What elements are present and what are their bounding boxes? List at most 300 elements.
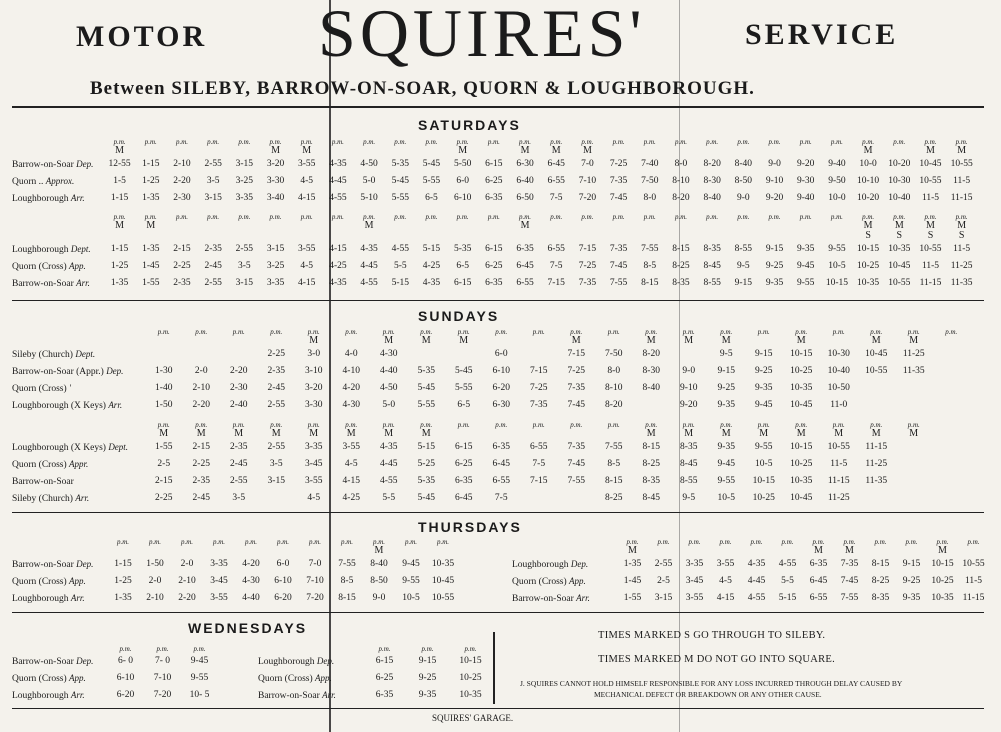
time-cell: 7-55 — [609, 278, 628, 288]
time-cell: 4-5 — [344, 459, 358, 469]
time-cell: 3-20 — [266, 159, 285, 169]
pm-label: p.m. — [720, 421, 733, 429]
mark-spacer — [512, 546, 617, 556]
time-cell: 6-0 — [276, 559, 290, 569]
pm-label: p.m. — [382, 421, 395, 429]
pm-label: p.m. — [682, 421, 695, 429]
time-cell: 4-35 — [329, 278, 347, 288]
time-cell: 9-55 — [717, 476, 735, 486]
pm-label: p.m. — [645, 421, 658, 429]
time-cell: 8-55 — [703, 278, 721, 288]
pm-label: p.m. — [113, 138, 126, 146]
route-mark: M — [520, 145, 530, 156]
route-mark: M — [271, 145, 280, 156]
stop-direction: Dep. — [76, 159, 94, 169]
stop-direction: Arr. — [70, 593, 85, 603]
time-cell: 3-35 — [305, 442, 323, 452]
time-cell: 1-5 — [113, 176, 126, 186]
pm-label: p.m. — [862, 138, 875, 146]
time-cell: 8-25 — [871, 576, 890, 586]
time-cell: 10-55 — [919, 244, 942, 254]
time-cell: 7-25 — [609, 159, 628, 169]
time-cell: 9-50 — [828, 176, 846, 186]
time-cell: 3-15 — [235, 159, 254, 169]
time-cell: 3-5 — [269, 459, 283, 469]
stop-direction: App. — [569, 576, 586, 586]
time-cell: 5-35 — [453, 244, 472, 254]
pm-label: p.m. — [420, 328, 433, 336]
time-cell: 5-0 — [362, 176, 376, 186]
pm-label: p.m. — [581, 213, 594, 221]
header-service: SERVICE — [745, 18, 899, 51]
pm-label: p.m. — [757, 328, 770, 336]
time-cell: 1-35 — [142, 193, 160, 203]
time-cell: 10-40 — [827, 366, 850, 376]
time-cell: 10-45 — [919, 159, 942, 169]
time-cell: 2-55 — [267, 442, 285, 452]
stop-label — [12, 439, 145, 456]
route-mark: M — [459, 335, 469, 346]
pm-label: p.m. — [612, 213, 625, 221]
pm-label: p.m. — [495, 421, 508, 429]
route-mark: M — [721, 335, 731, 346]
pm-label: p.m. — [737, 138, 750, 146]
time-cell: 2-40 — [230, 400, 248, 410]
pm-label: p.m. — [307, 328, 320, 336]
stop-label — [512, 573, 617, 590]
time-cell: 7-35 — [578, 278, 597, 288]
time-cell: 2-55 — [267, 400, 285, 410]
pm-label: p.m. — [843, 538, 856, 546]
time-cell: 4-25 — [422, 261, 441, 271]
route-mark — [229, 221, 260, 241]
time-cell: 4-55 — [360, 278, 378, 288]
pm-label: p.m. — [645, 328, 658, 336]
time-cell: 1-15 — [114, 559, 132, 569]
route-mark: M — [234, 428, 244, 439]
route-mark — [933, 336, 971, 346]
route-mark: M — [834, 428, 844, 439]
time-cell: 7-10 — [153, 673, 172, 683]
route-mark — [229, 146, 260, 156]
pm-label: p.m. — [404, 538, 418, 546]
time-cell: 10-45 — [888, 261, 911, 271]
pm-label: p.m. — [269, 138, 282, 146]
pm-label: p.m. — [945, 328, 958, 336]
pm-label: p.m. — [688, 538, 701, 546]
time-cell: 4-10 — [342, 366, 360, 376]
time-cell: 4-35 — [329, 159, 347, 169]
time-cell: 9-15 — [717, 366, 735, 376]
time-cell: 10-25 — [790, 366, 813, 376]
pm-label: p.m. — [532, 421, 545, 429]
time-cell: 4-5 — [300, 176, 314, 186]
time-cell: 6-50 — [516, 193, 534, 203]
pm-label: p.m. — [340, 538, 354, 546]
stop-direction: Appr. — [69, 459, 89, 469]
stop-name: Loughborough — [12, 594, 71, 604]
route-mark — [865, 546, 896, 556]
time-cell: 10-30 — [888, 176, 911, 186]
time-cell: 8-20 — [703, 159, 721, 169]
stop-name: Loughborough — [12, 245, 71, 255]
pm-label: p.m. — [425, 138, 438, 146]
time-cell: 5-15 — [422, 244, 441, 254]
time-cell: 5-5 — [781, 576, 794, 586]
time-cell: 8-0 — [607, 366, 621, 376]
time-cell: 6-25 — [485, 176, 503, 186]
time-cell: 9-55 — [828, 244, 846, 254]
route-mark — [299, 546, 331, 556]
time-cell: 6-35 — [485, 278, 503, 288]
stop-direction: ' — [69, 383, 71, 393]
pm-label: p.m. — [812, 538, 825, 546]
section-title-thursdays: THURSDAYS — [418, 519, 522, 535]
pm-label: p.m. — [706, 138, 719, 146]
time-cell: 3-35 — [266, 278, 285, 288]
time-cell: 6-5 — [425, 193, 438, 203]
time-cell: 2-55 — [230, 476, 248, 486]
pm-label: p.m. — [457, 421, 470, 429]
time-cell: 8-50 — [370, 576, 388, 586]
stop-name: Quorn (Cross) — [512, 577, 569, 587]
time-cell: 2-0 — [180, 559, 194, 569]
stop-label — [12, 687, 107, 704]
pm-label: p.m. — [345, 421, 358, 429]
pm-label: p.m. — [581, 138, 594, 146]
time-cell: 3-30 — [305, 400, 323, 410]
time-cell: 10-55 — [827, 442, 850, 452]
time-cell: 7-15 — [530, 366, 548, 376]
pm-label: p.m. — [487, 138, 500, 146]
time-cell: 9-5 — [737, 261, 750, 271]
pm-label: p.m. — [893, 138, 906, 146]
time-cell: 2-20 — [173, 176, 191, 186]
route-mark: M — [646, 428, 656, 439]
time-cell: 5-15 — [417, 442, 435, 452]
pm-label: p.m. — [720, 328, 733, 336]
route-mark: M — [302, 145, 312, 156]
time-cell: 7-45 — [567, 400, 585, 410]
time-cell: 3-55 — [210, 593, 228, 603]
time-cell: 4-25 — [329, 261, 347, 271]
time-cell: 2-25 — [192, 459, 210, 469]
stop-note: (Appr.) — [76, 367, 107, 377]
stop-direction: Dep. — [570, 559, 589, 569]
time-cell: 7-25 — [567, 366, 585, 376]
time-cell: 6-25 — [455, 459, 473, 469]
route-mark — [665, 221, 696, 241]
time-cell: 9-5 — [682, 493, 696, 503]
route-mark: M — [871, 428, 881, 439]
route-mark — [478, 221, 509, 241]
pm-label: p.m. — [270, 421, 283, 429]
route-mark: M S — [894, 220, 904, 241]
time-cell: 9-10 — [680, 383, 698, 393]
pm-label: p.m. — [607, 421, 620, 429]
time-cell: 4-15 — [329, 244, 347, 254]
time-cell: 7-50 — [641, 176, 659, 186]
route-mark — [697, 221, 728, 241]
time-cell: 6-35 — [485, 193, 503, 203]
time-cell: 9-15 — [755, 349, 773, 359]
pm-label: p.m. — [456, 138, 469, 146]
time-cell: 6-10 — [116, 673, 135, 683]
pm-label: p.m. — [862, 213, 875, 221]
time-cell: 1-15 — [110, 193, 129, 203]
pm-label: p.m. — [674, 213, 687, 221]
time-cell — [258, 490, 296, 507]
time-cell: 2-35 — [267, 366, 285, 376]
route-mark — [541, 221, 572, 241]
pm-label: p.m. — [832, 421, 845, 429]
time-cell: 9-25 — [765, 261, 784, 271]
time-cell: 8-45 — [680, 459, 698, 469]
route-mark: M — [938, 545, 947, 556]
route-mark — [427, 546, 459, 556]
note-liability-line2: MECHANICAL DEFECT OR BREAKDOWN OR ANY OTHER CAUSE. — [594, 690, 822, 699]
stop-name: Quorn (Cross) — [12, 384, 69, 394]
time-cell: 1-35 — [110, 278, 129, 288]
timetable-sundays-outbound — [12, 328, 970, 414]
pm-label: p.m. — [607, 328, 620, 336]
time-cell: 1-50 — [155, 400, 173, 410]
time-cell — [933, 346, 971, 363]
stop-direction: Arr. — [76, 278, 90, 288]
time-cell: 1-15 — [142, 159, 160, 169]
time-cell: 8-0 — [643, 193, 657, 203]
time-cell: 10-0 — [828, 193, 846, 203]
stop-direction: Dep. — [76, 656, 94, 666]
time-cell — [220, 346, 258, 363]
time-cell — [895, 380, 933, 397]
pm-label: p.m. — [706, 213, 719, 221]
time-cell: 3-15 — [204, 193, 222, 203]
stop-name: Quorn .. — [12, 177, 46, 187]
time-cell: 3-15 — [267, 476, 285, 486]
route-mark — [260, 221, 291, 241]
route-mark — [759, 146, 790, 156]
stop-label — [12, 670, 107, 687]
pm-label: p.m. — [626, 538, 639, 546]
time-cell: 1-45 — [142, 261, 160, 271]
time-cell: 7-20 — [578, 193, 597, 203]
route-mark — [267, 546, 299, 556]
time-cell: 6-55 — [492, 476, 510, 486]
pm-label: p.m. — [924, 213, 937, 221]
timetable-saturdays-return — [12, 213, 977, 292]
stop-direction: Dep. — [106, 366, 124, 376]
mark-spacer — [12, 429, 145, 439]
time-cell: 2-45 — [204, 261, 222, 271]
pm-label: p.m. — [116, 538, 130, 546]
pm-label: p.m. — [799, 138, 812, 146]
stop-name: Sileby (Church) — [12, 494, 76, 504]
time-cell: 7-45 — [609, 261, 628, 271]
pm-label: p.m. — [382, 328, 395, 336]
pm-label: p.m. — [436, 538, 450, 546]
time-cell: 4-55 — [329, 193, 347, 203]
route-mark — [107, 546, 139, 556]
timetable-wednesdays-outbound — [12, 645, 218, 704]
time-cell: 7-35 — [530, 400, 548, 410]
time-cell: 6-35 — [492, 442, 510, 452]
pm-label: p.m. — [207, 138, 220, 146]
time-cell: 5-10 — [360, 193, 378, 203]
time-cell: 10-55 — [888, 278, 911, 288]
stop-direction: Approx. — [45, 176, 75, 186]
time-cell: 7-55 — [605, 442, 623, 452]
time-cell: 7-15 — [547, 278, 565, 288]
stop-direction: Arr. — [70, 193, 85, 203]
route-mark — [139, 546, 171, 556]
time-cell: 2-45 — [230, 459, 248, 469]
time-cell: 7-25 — [578, 261, 597, 271]
time-cell: 6-55 — [547, 176, 565, 186]
time-cell: 9-20 — [680, 400, 698, 410]
route-mark — [447, 221, 478, 241]
route-mark: M — [364, 220, 374, 231]
pm-label: p.m. — [874, 538, 887, 546]
time-cell: 9-20 — [765, 193, 784, 203]
time-cell: 5-45 — [417, 493, 435, 503]
time-cell: 9-45 — [402, 559, 420, 569]
route-mark — [710, 546, 741, 556]
pm-label: p.m. — [238, 213, 251, 221]
pm-label: p.m. — [119, 645, 132, 653]
time-cell: 11-25 — [827, 493, 850, 503]
time-cell: 1-35 — [142, 244, 160, 254]
route-mark — [395, 546, 427, 556]
time-cell: 6-20 — [116, 690, 135, 700]
pm-label: p.m. — [307, 421, 320, 429]
stop-label — [258, 670, 363, 687]
pm-label: p.m. — [144, 138, 157, 146]
route-mark: M — [551, 145, 561, 156]
route-mark: M — [115, 220, 125, 231]
route-mark — [483, 429, 521, 439]
stop-name: Barrow-on-Soar — [512, 594, 577, 604]
time-cell: 6-25 — [485, 261, 503, 271]
time-cell: 9-20 — [797, 159, 815, 169]
pm-label: p.m. — [519, 138, 532, 146]
time-cell: 6-45 — [455, 493, 473, 503]
stop-direction: App. — [69, 673, 86, 683]
route-mark — [759, 221, 790, 241]
time-cell: 7-35 — [567, 442, 585, 452]
header-spacer — [12, 645, 107, 653]
pm-label: p.m. — [832, 328, 845, 336]
route-mark — [171, 546, 203, 556]
time-cell: 7-55 — [641, 244, 659, 254]
time-cell: 8-40 — [642, 383, 660, 393]
stop-label — [12, 573, 107, 590]
pm-label: p.m. — [180, 538, 194, 546]
route-mark: M — [520, 220, 530, 231]
time-cell: 9-45 — [797, 261, 815, 271]
route-mark — [135, 146, 166, 156]
time-cell: 4-35 — [360, 244, 378, 254]
time-cell: 8-20 — [642, 349, 660, 359]
time-cell: 2-20 — [178, 593, 196, 603]
pm-label: p.m. — [193, 645, 206, 653]
route-mark: M S — [863, 220, 873, 241]
route-mark: M — [646, 335, 656, 346]
route-mark — [203, 546, 235, 556]
time-cell: 8-55 — [734, 244, 753, 254]
time-cell: 3-30 — [266, 176, 285, 186]
pm-label: p.m. — [955, 213, 968, 221]
time-cell: 1-35 — [114, 593, 132, 603]
time-cell: 6-10 — [274, 576, 292, 586]
time-cell: 6-45 — [492, 459, 510, 469]
time-cell: 10-25 — [790, 459, 813, 469]
stop-name: Quorn (Cross) — [12, 262, 69, 272]
pm-label: p.m. — [955, 138, 968, 146]
time-cell: 9-35 — [717, 442, 735, 452]
note-s-marked: TIMES MARKED S GO THROUGH TO SILEBY. — [598, 630, 826, 641]
time-cell: 4-55 — [778, 559, 797, 569]
time-cell: 8-20 — [672, 193, 690, 203]
route-mark: M — [759, 428, 769, 439]
time-cell: 10-35 — [459, 690, 482, 700]
time-cell: 8-15 — [338, 593, 356, 603]
time-cell: 5-15 — [778, 593, 797, 603]
stop-name: Loughborough (X Keys) — [12, 443, 109, 453]
stop-direction: Arr. — [322, 690, 336, 700]
stop-name: Loughborough — [512, 560, 571, 570]
time-cell: 9-15 — [418, 656, 437, 666]
time-cell: 4-55 — [391, 244, 409, 254]
pm-label: p.m. — [905, 538, 918, 546]
time-cell: 11-35 — [865, 476, 888, 486]
stop-label — [12, 156, 104, 173]
time-cell — [858, 490, 896, 507]
time-cell: 9-35 — [755, 383, 773, 393]
route-mark: M — [271, 428, 281, 439]
pm-label: p.m. — [967, 538, 980, 546]
pm-label: p.m. — [924, 138, 937, 146]
pm-label: p.m. — [795, 421, 808, 429]
time-cell: 4-55 — [380, 476, 398, 486]
pm-label: p.m. — [682, 328, 695, 336]
time-cell: 2-15 — [155, 476, 173, 486]
time-cell: 6-25 — [375, 673, 394, 683]
route-mark — [558, 429, 596, 439]
pm-label: p.m. — [674, 138, 687, 146]
time-cell — [183, 346, 221, 363]
header-spacer — [12, 421, 145, 429]
route-mark: M — [196, 428, 206, 439]
route-mark — [745, 336, 783, 346]
time-cell: 1-15 — [110, 244, 129, 254]
pm-label: p.m. — [144, 213, 157, 221]
pm-label: p.m. — [420, 421, 433, 429]
time-cell: 8-35 — [703, 244, 721, 254]
time-cell: 7-55 — [567, 476, 585, 486]
route-mark: M — [374, 545, 384, 556]
time-cell: 10-25 — [931, 576, 954, 586]
time-cell — [895, 473, 933, 490]
time-cell: 11-35 — [950, 278, 973, 288]
time-cell: 9-55 — [190, 673, 209, 683]
time-cell: 2-45 — [267, 383, 285, 393]
pm-label: p.m. — [232, 328, 245, 336]
time-cell: 9-40 — [828, 159, 846, 169]
time-cell: 1-35 — [623, 559, 642, 569]
header-spacer — [12, 538, 107, 546]
route-mark — [572, 221, 603, 241]
